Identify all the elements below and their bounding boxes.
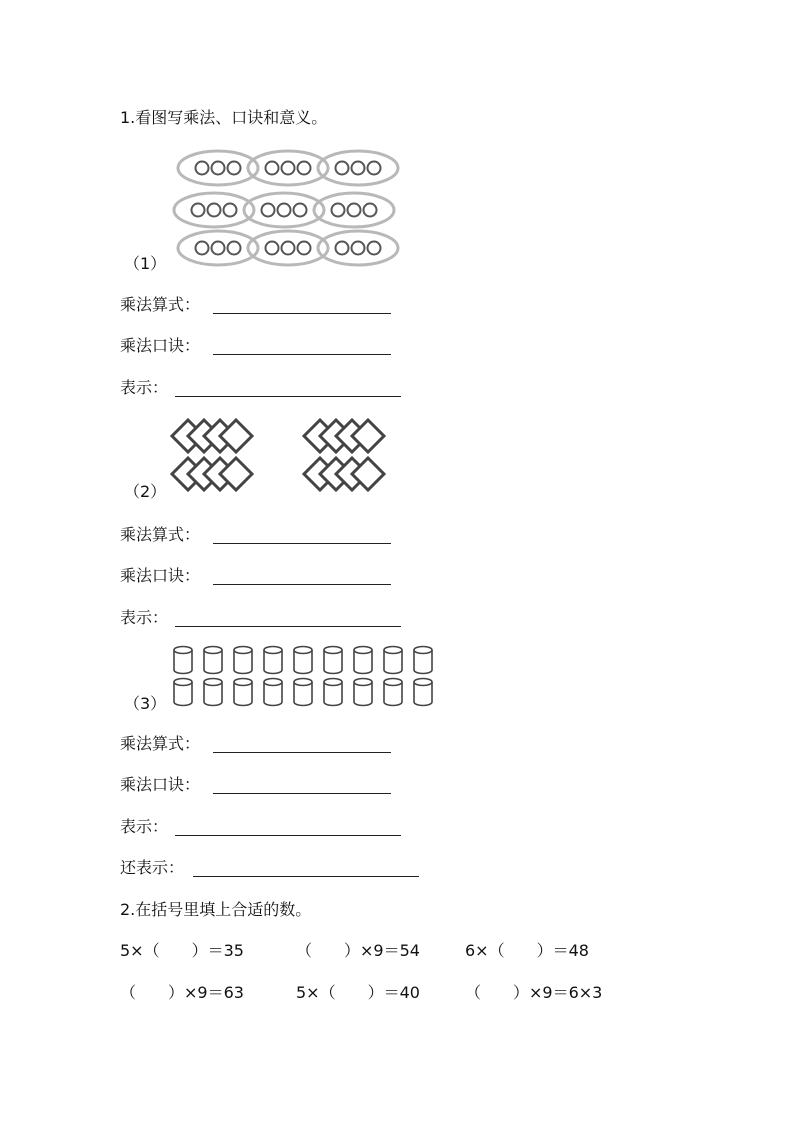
part-2-formula-blank[interactable]	[213, 543, 391, 544]
circle	[298, 242, 311, 255]
part-3-meaning-label: 表示：	[120, 817, 169, 836]
circle-groups-figure	[170, 146, 402, 268]
circle	[212, 162, 225, 175]
circle	[262, 204, 275, 217]
cylinder-top	[294, 647, 312, 654]
circle	[352, 162, 365, 175]
cylinder-top	[264, 679, 282, 686]
circle	[352, 242, 365, 255]
cylinder-top	[384, 679, 402, 686]
part-2-rhyme-label: 乘法口诀：	[120, 566, 201, 585]
part-1-meaning-label: 表示：	[120, 378, 169, 397]
equation-2-2[interactable]: 5×（ ）＝40	[296, 983, 420, 1002]
group-oval	[178, 231, 258, 265]
diamond-groups-figure	[166, 416, 396, 498]
circle	[368, 242, 381, 255]
circle	[298, 162, 311, 175]
part-1-label: （1）	[124, 254, 167, 273]
circle	[282, 242, 295, 255]
part-3-formula-blank[interactable]	[213, 752, 391, 753]
circle	[278, 204, 291, 217]
part-1-rhyme-blank[interactable]	[213, 354, 391, 355]
circle	[368, 162, 381, 175]
part-2-label: （2）	[124, 482, 167, 501]
circle	[282, 162, 295, 175]
equation-1-3[interactable]: 6×（ ）＝48	[465, 941, 589, 960]
group-oval	[248, 151, 328, 185]
circle	[332, 204, 345, 217]
cylinder-groups-figure	[170, 644, 438, 710]
part-3-rhyme-label: 乘法口诀：	[120, 775, 201, 794]
circle	[228, 242, 241, 255]
circle	[192, 204, 205, 217]
part-2-formula-label: 乘法算式：	[120, 525, 201, 544]
cylinder-top	[384, 647, 402, 654]
circle	[266, 162, 279, 175]
group-oval	[178, 151, 258, 185]
question-2-title: 2.在括号里填上合适的数。	[120, 900, 312, 919]
circle	[208, 204, 221, 217]
circle	[348, 204, 361, 217]
cylinder-top	[354, 647, 372, 654]
group-oval	[248, 231, 328, 265]
part-2-meaning-label: 表示：	[120, 608, 169, 627]
part-3-label: （3）	[124, 694, 167, 713]
cylinder-top	[174, 679, 192, 686]
cylinder-top	[234, 679, 252, 686]
part-1-meaning-blank[interactable]	[175, 396, 401, 397]
part-2-meaning-blank[interactable]	[175, 626, 401, 627]
circle	[364, 204, 377, 217]
part-3-rhyme-blank[interactable]	[213, 793, 391, 794]
circle	[336, 242, 349, 255]
part-2-rhyme-blank[interactable]	[213, 584, 391, 585]
cylinder-top	[204, 647, 222, 654]
circle	[228, 162, 241, 175]
question-1-title: 1.看图写乘法、口诀和意义。	[120, 108, 328, 127]
cylinder-top	[204, 679, 222, 686]
circle	[336, 162, 349, 175]
cylinder-top	[234, 647, 252, 654]
part-3-formula-label: 乘法算式：	[120, 734, 201, 753]
cylinder-top	[264, 647, 282, 654]
group-oval	[318, 151, 398, 185]
group-oval	[318, 231, 398, 265]
group-oval	[174, 193, 254, 227]
part-3-also-label: 还表示：	[120, 858, 185, 877]
part-1-formula-blank[interactable]	[213, 313, 391, 314]
equation-1-2[interactable]: （ ）×9＝54	[296, 941, 420, 960]
circle	[212, 242, 225, 255]
circle	[266, 242, 279, 255]
cylinder-top	[174, 647, 192, 654]
equation-1-1[interactable]: 5×（ ）＝35	[120, 941, 244, 960]
group-oval	[244, 193, 324, 227]
circle	[196, 242, 209, 255]
cylinder-top	[414, 679, 432, 686]
cylinder-top	[324, 679, 342, 686]
cylinder-top	[324, 647, 342, 654]
part-1-rhyme-label: 乘法口诀：	[120, 336, 201, 355]
part-1-formula-label: 乘法算式：	[120, 295, 201, 314]
cylinder-top	[354, 679, 372, 686]
equation-2-3[interactable]: （ ）×9＝6×3	[465, 983, 603, 1002]
circle	[224, 204, 237, 217]
equation-2-1[interactable]: （ ）×9＝63	[120, 983, 244, 1002]
part-3-also-blank[interactable]	[193, 876, 419, 877]
cylinder-top	[414, 647, 432, 654]
circle	[196, 162, 209, 175]
part-3-meaning-blank[interactable]	[175, 835, 401, 836]
circle	[294, 204, 307, 217]
group-oval	[314, 193, 394, 227]
cylinder-top	[294, 679, 312, 686]
